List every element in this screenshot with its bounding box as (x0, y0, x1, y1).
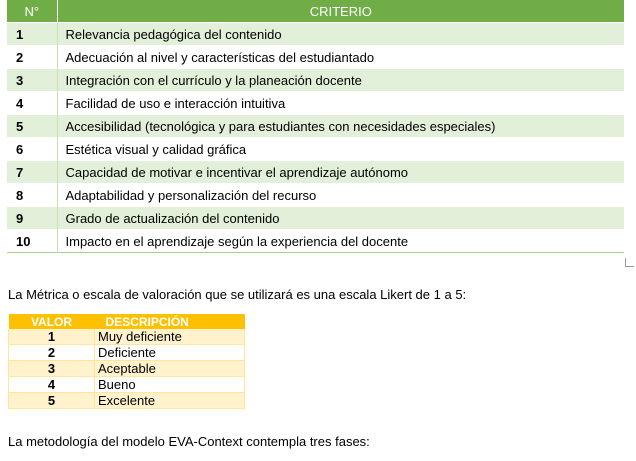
criteria-row (7, 92, 624, 115)
likert-row (9, 393, 245, 409)
likert-table (8, 314, 245, 409)
criteria-header-num: N° (7, 0, 57, 23)
criteria-table (7, 0, 624, 253)
criteria-row (7, 161, 624, 184)
criteria-row (7, 138, 624, 161)
criteria-num: 5 (7, 115, 57, 138)
criteria-text: Estética visual y calidad gráfica (57, 138, 624, 161)
likert-value: 3 (9, 361, 95, 377)
likert-header-description: DESCRIPCIÓN (95, 314, 245, 329)
criteria-text: Facilidad de uso e interacción intuitiva (57, 92, 624, 115)
criteria-row (7, 46, 624, 69)
criteria-header-criterion: CRITERIO (57, 0, 624, 23)
criteria-row (7, 184, 624, 207)
likert-row (9, 345, 245, 361)
criteria-num: 8 (7, 184, 57, 207)
likert-description: Bueno (95, 377, 245, 393)
criteria-text: Capacidad de motivar e incentivar el aprendizaje autónomo (57, 161, 624, 184)
criteria-text: Adaptabilidad y personalización del recurso (57, 184, 624, 207)
criteria-text: Adecuación al nivel y características del estudiantado (57, 46, 624, 69)
criteria-num: 7 (7, 161, 57, 184)
criteria-num: 6 (7, 138, 57, 161)
criteria-num: 10 (7, 230, 57, 253)
likert-value: 4 (9, 377, 95, 393)
likert-description: Excelente (95, 393, 245, 409)
criteria-num: 3 (7, 69, 57, 92)
likert-row (9, 361, 245, 377)
criteria-row (7, 230, 624, 253)
likert-description: Muy deficiente (95, 329, 245, 345)
likert-value: 2 (9, 345, 95, 361)
criteria-row (7, 115, 624, 138)
criteria-num: 2 (7, 46, 57, 69)
criteria-row (7, 207, 624, 230)
criteria-num: 4 (7, 92, 57, 115)
criteria-row (7, 23, 624, 46)
criteria-row (7, 69, 624, 92)
criteria-text: Integración con el currículo y la planeación docente (57, 69, 624, 92)
criteria-header-row (7, 0, 624, 23)
likert-row (9, 377, 245, 393)
table-end-marker (625, 258, 634, 267)
likert-header-value: VALOR (9, 314, 95, 329)
likert-row (9, 329, 245, 345)
criteria-text: Relevancia pedagógica del contenido (57, 23, 624, 46)
criteria-text: Grado de actualización del contenido (57, 207, 624, 230)
likert-value: 5 (9, 393, 95, 409)
criteria-num: 9 (7, 207, 57, 230)
likert-description: Aceptable (95, 361, 245, 377)
likert-description: Deficiente (95, 345, 245, 361)
phases-paragraph: La metodología del modelo EVA-Context contempla tres fases: (8, 434, 370, 449)
likert-header-row (9, 314, 245, 329)
criteria-text: Accesibilidad (tecnológica y para estudiantes con necesidades especiales) (57, 115, 624, 138)
criteria-num: 1 (7, 23, 57, 46)
criteria-text: Impacto en el aprendizaje según la experiencia del docente (57, 230, 624, 253)
likert-value: 1 (9, 329, 95, 345)
likert-intro-paragraph: La Métrica o escala de valoración que se utilizará es una escala Likert de 1 a 5: (8, 287, 467, 302)
